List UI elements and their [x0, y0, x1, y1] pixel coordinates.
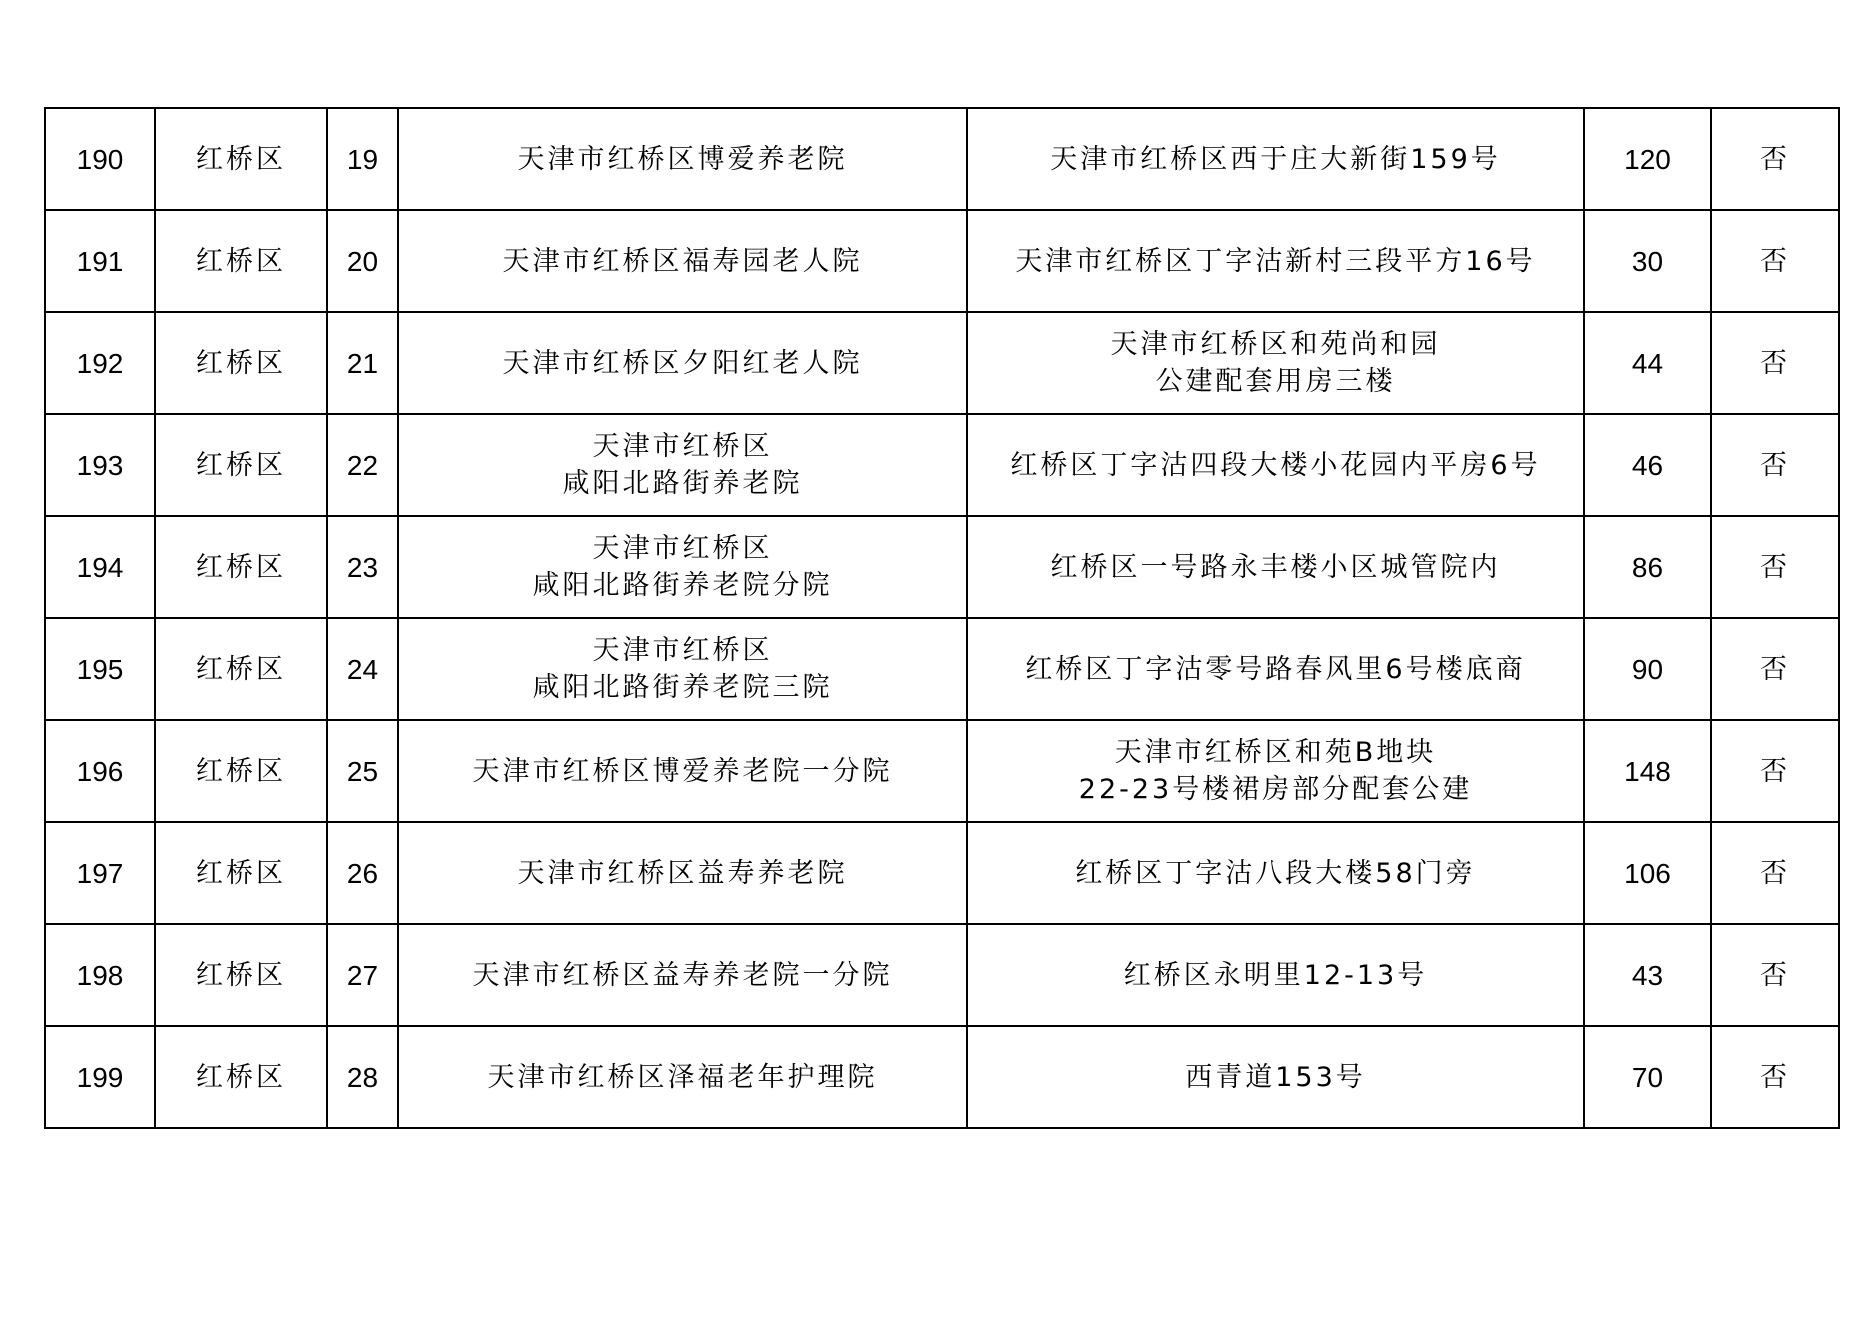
serial-number-cell: 196	[45, 720, 155, 822]
table-row	[45, 822, 1839, 924]
serial-number-cell: 198	[45, 924, 155, 1026]
address-line: 红桥区永明里12-13号	[1123, 959, 1428, 991]
sub-number-cell: 25	[327, 720, 398, 822]
address-line: 天津市红桥区和苑B地块	[1114, 737, 1437, 768]
count-cell: 86	[1584, 516, 1711, 618]
address-line: 西青道153号	[1185, 1061, 1366, 1093]
institution-name-cell	[398, 414, 967, 516]
institution-name-line: 咸阳北路街养老院三院	[532, 672, 833, 703]
count-cell: 70	[1584, 1026, 1711, 1128]
address-line: 红桥区丁字沽四段大楼小花园内平房6号	[1010, 449, 1541, 481]
district-cell: 红桥区	[155, 618, 327, 720]
address-line: 红桥区一号路永丰楼小区城管院内	[1050, 551, 1501, 583]
district-cell: 红桥区	[155, 720, 327, 822]
address-line: 天津市红桥区和苑尚和园	[1110, 329, 1441, 360]
address-line: 公建配套用房三楼	[1155, 366, 1396, 397]
table-body	[45, 108, 1839, 1128]
sub-number-cell: 24	[327, 618, 398, 720]
institution-name-line: 咸阳北路街养老院分院	[532, 570, 833, 601]
flag-cell: 否	[1711, 1026, 1839, 1128]
flag-cell: 否	[1711, 108, 1839, 210]
count-cell: 44	[1584, 312, 1711, 414]
serial-number-cell: 190	[45, 108, 155, 210]
sub-number-cell: 27	[327, 924, 398, 1026]
count-cell: 90	[1584, 618, 1711, 720]
institution-name-line: 天津市红桥区博爱养老院一分院	[472, 755, 893, 787]
district-cell: 红桥区	[155, 924, 327, 1026]
flag-cell: 否	[1711, 516, 1839, 618]
institution-name-line: 天津市红桥区博爱养老院	[517, 143, 848, 175]
count-cell: 120	[1584, 108, 1711, 210]
institution-name-cell	[398, 312, 967, 414]
district-cell: 红桥区	[155, 822, 327, 924]
sub-number-cell: 21	[327, 312, 398, 414]
address-cell	[967, 414, 1584, 516]
institution-name-cell	[398, 516, 967, 618]
institution-name-cell	[398, 720, 967, 822]
table-row	[45, 108, 1839, 210]
district-cell: 红桥区	[155, 414, 327, 516]
sub-number-cell: 19	[327, 108, 398, 210]
serial-number-cell: 191	[45, 210, 155, 312]
institution-name-cell	[398, 210, 967, 312]
flag-cell: 否	[1711, 312, 1839, 414]
flag-cell: 否	[1711, 414, 1839, 516]
institution-name-line: 天津市红桥区夕阳红老人院	[502, 347, 863, 379]
institution-name-line: 天津市红桥区益寿养老院	[517, 857, 848, 889]
serial-number-cell: 194	[45, 516, 155, 618]
table-row	[45, 720, 1839, 822]
count-cell: 30	[1584, 210, 1711, 312]
serial-number-cell: 195	[45, 618, 155, 720]
count-cell: 46	[1584, 414, 1711, 516]
address-line: 22-23号楼裙房部分配套公建	[1078, 774, 1473, 805]
district-cell: 红桥区	[155, 1026, 327, 1128]
institution-name-cell	[398, 1026, 967, 1128]
institution-name-line: 天津市红桥区	[592, 635, 773, 666]
address-cell	[967, 618, 1584, 720]
address-cell	[967, 210, 1584, 312]
institution-table	[44, 107, 1840, 1129]
count-cell: 106	[1584, 822, 1711, 924]
serial-number-cell: 192	[45, 312, 155, 414]
table-row	[45, 210, 1839, 312]
institution-name-cell	[398, 618, 967, 720]
address-line: 红桥区丁字沽八段大楼58门旁	[1075, 857, 1476, 889]
table-row	[45, 414, 1839, 516]
district-cell: 红桥区	[155, 210, 327, 312]
table-row	[45, 1026, 1839, 1128]
institution-name-line: 天津市红桥区	[592, 533, 773, 564]
institution-name-cell	[398, 924, 967, 1026]
institution-name-line: 天津市红桥区	[592, 431, 773, 462]
table-row	[45, 312, 1839, 414]
address-cell	[967, 924, 1584, 1026]
table-row	[45, 924, 1839, 1026]
sub-number-cell: 26	[327, 822, 398, 924]
sub-number-cell: 20	[327, 210, 398, 312]
institution-name-cell	[398, 108, 967, 210]
flag-cell: 否	[1711, 822, 1839, 924]
district-cell: 红桥区	[155, 516, 327, 618]
district-cell: 红桥区	[155, 312, 327, 414]
count-cell: 43	[1584, 924, 1711, 1026]
count-cell: 148	[1584, 720, 1711, 822]
district-cell: 红桥区	[155, 108, 327, 210]
table-row	[45, 516, 1839, 618]
institution-name-cell	[398, 822, 967, 924]
serial-number-cell: 199	[45, 1026, 155, 1128]
address-line: 红桥区丁字沽零号路春风里6号楼底商	[1025, 653, 1526, 685]
address-cell	[967, 312, 1584, 414]
address-cell	[967, 720, 1584, 822]
flag-cell: 否	[1711, 210, 1839, 312]
flag-cell: 否	[1711, 720, 1839, 822]
institution-name-line: 天津市红桥区福寿园老人院	[502, 245, 863, 277]
address-cell	[967, 108, 1584, 210]
institution-name-line: 天津市红桥区益寿养老院一分院	[472, 959, 893, 991]
institution-name-line: 咸阳北路街养老院	[562, 468, 803, 499]
sub-number-cell: 23	[327, 516, 398, 618]
address-cell	[967, 516, 1584, 618]
address-line: 天津市红桥区丁字沽新村三段平方16号	[1015, 245, 1536, 277]
flag-cell: 否	[1711, 618, 1839, 720]
institution-name-line: 天津市红桥区泽福老年护理院	[487, 1061, 878, 1093]
address-cell	[967, 822, 1584, 924]
sub-number-cell: 22	[327, 414, 398, 516]
serial-number-cell: 197	[45, 822, 155, 924]
address-cell	[967, 1026, 1584, 1128]
address-line: 天津市红桥区西于庄大新街159号	[1050, 143, 1501, 175]
flag-cell: 否	[1711, 924, 1839, 1026]
serial-number-cell: 193	[45, 414, 155, 516]
table-row	[45, 618, 1839, 720]
sub-number-cell: 28	[327, 1026, 398, 1128]
